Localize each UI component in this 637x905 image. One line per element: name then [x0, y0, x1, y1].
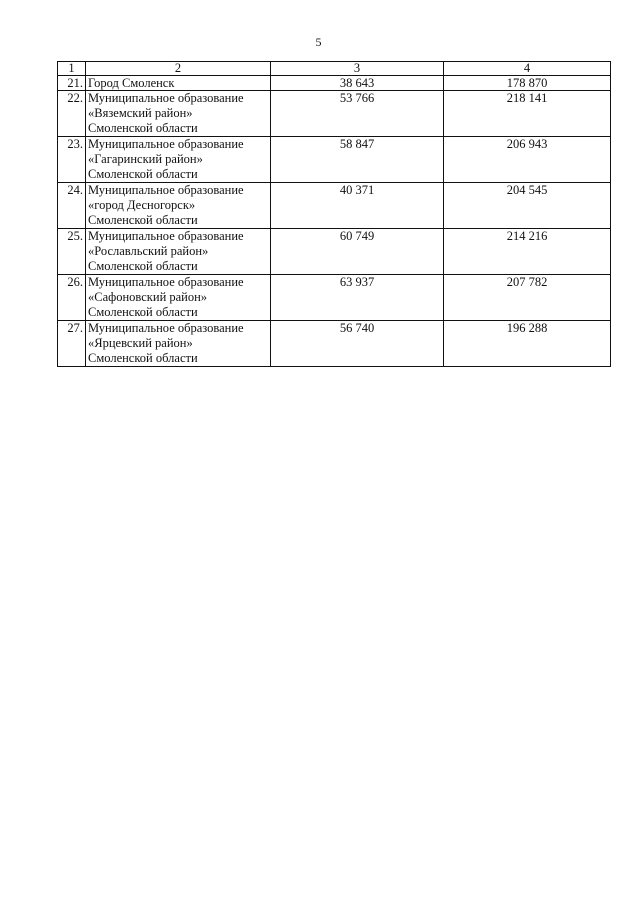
row-name: [86, 229, 271, 275]
column-header: 1: [58, 62, 86, 76]
row-number: 22.: [58, 91, 86, 137]
row-name-line: «Рославльский район»: [88, 244, 209, 258]
row-name: [86, 137, 271, 183]
row-value-col4: 178 870: [444, 76, 611, 91]
row-name-line: «Гагаринский район»: [88, 152, 203, 166]
row-value-col3: 56 740: [271, 321, 444, 367]
row-number: 25.: [58, 229, 86, 275]
table-header-row: [58, 62, 611, 76]
table-row: [58, 76, 611, 91]
row-name: [86, 91, 271, 137]
row-name-line: Муниципальное образование: [88, 137, 244, 151]
row-value-col3: 60 749: [271, 229, 444, 275]
row-value-col3: 38 643: [271, 76, 444, 91]
row-value-col3: 63 937: [271, 275, 444, 321]
row-name-line: Муниципальное образование: [88, 275, 244, 289]
row-name-line: Смоленской области: [88, 351, 198, 365]
row-name-line: Смоленской области: [88, 167, 198, 181]
row-name-line: Смоленской области: [88, 121, 198, 135]
column-header: 3: [271, 62, 444, 76]
row-name-line: «Сафоновский район»: [88, 290, 208, 304]
row-name: [86, 183, 271, 229]
table-row: [58, 229, 611, 275]
column-header: 2: [86, 62, 271, 76]
data-table: [57, 61, 611, 367]
row-value-col4: 218 141: [444, 91, 611, 137]
page-number: 5: [315, 35, 322, 49]
row-name-line: Смоленской области: [88, 213, 198, 227]
row-number: 23.: [58, 137, 86, 183]
row-value-col4: 206 943: [444, 137, 611, 183]
row-number: 24.: [58, 183, 86, 229]
row-name-line: Муниципальное образование: [88, 91, 244, 105]
table-row: [58, 91, 611, 137]
row-name-line: Муниципальное образование: [88, 229, 244, 243]
row-name: [86, 76, 271, 91]
table-row: [58, 275, 611, 321]
row-name-line: «город Десногорск»: [88, 198, 196, 212]
row-name-line: Муниципальное образование: [88, 321, 244, 335]
row-number: 26.: [58, 275, 86, 321]
row-value-col3: 58 847: [271, 137, 444, 183]
row-name-line: Муниципальное образование: [88, 183, 244, 197]
row-name-line: Смоленской области: [88, 305, 198, 319]
row-value-col4: 207 782: [444, 275, 611, 321]
row-name: [86, 321, 271, 367]
row-name-line: «Ярцевский район»: [88, 336, 193, 350]
row-number: 21.: [58, 76, 86, 91]
row-name-line: Смоленской области: [88, 259, 198, 273]
row-name: [86, 275, 271, 321]
row-name-line: Город Смоленск: [88, 76, 175, 90]
column-header: 4: [444, 62, 611, 76]
row-name-line: «Вяземский район»: [88, 106, 193, 120]
row-value-col4: 196 288: [444, 321, 611, 367]
row-number: 27.: [58, 321, 86, 367]
row-value-col3: 53 766: [271, 91, 444, 137]
table-row: [58, 321, 611, 367]
row-value-col4: 204 545: [444, 183, 611, 229]
row-value-col4: 214 216: [444, 229, 611, 275]
table-row: [58, 137, 611, 183]
table-row: [58, 183, 611, 229]
row-value-col3: 40 371: [271, 183, 444, 229]
